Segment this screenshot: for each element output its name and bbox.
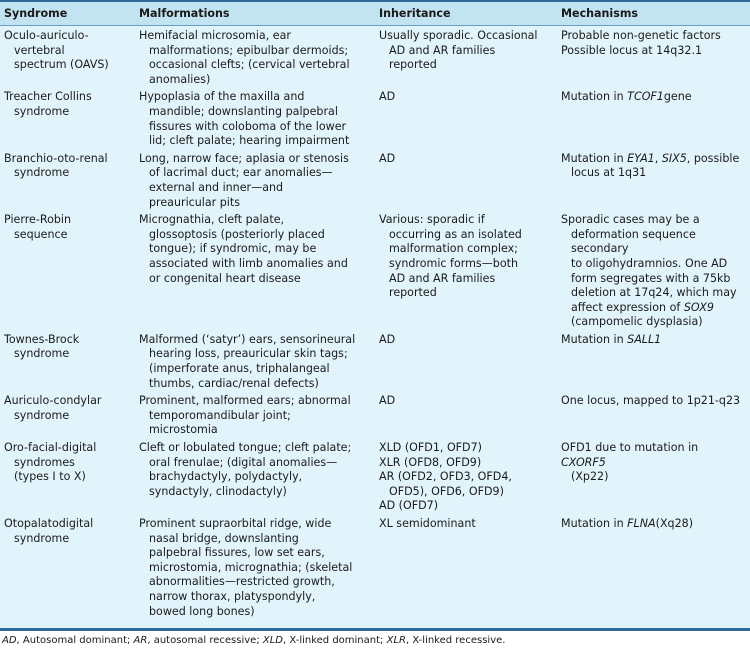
cell-inheritance (375, 152, 557, 213)
cell-inheritance (375, 333, 557, 394)
footnote-definition: , autosomal recessive; (147, 635, 263, 647)
mechanism-text: deletion at 17q24, which may (571, 286, 737, 300)
cell-inheritance (375, 517, 557, 622)
table-row (0, 213, 750, 333)
mechanism-text: form segregates with a 75kb (571, 271, 731, 285)
cell-syndrome-line: Otopalatodigital (4, 517, 94, 530)
cell-inheritance-line: AD (379, 151, 396, 165)
mechanism-text: (Xq28) (655, 517, 694, 530)
cell-malformations-line: palpebral fissures, low set ears, (149, 546, 325, 560)
cell-mechanisms-line (561, 44, 746, 59)
cell-syndrome-line: syndrome (14, 166, 70, 180)
cell-malformations-line: Hypoplasia of the maxilla and (139, 90, 305, 104)
mechanism-text: Sporadic cases may be a (561, 213, 700, 227)
footnote-abbr: AR (133, 635, 148, 647)
footnote-definition: , X-linked dominant; (283, 635, 387, 647)
cell-inheritance (375, 441, 557, 517)
footnote-definition: , Autosomal dominant; (16, 635, 134, 647)
mechanism-text: Mutation in (561, 332, 628, 346)
cell-syndrome-line: syndrome (14, 104, 70, 118)
cell-malformations (135, 26, 375, 91)
cell-inheritance (375, 90, 557, 151)
cell-inheritance-line: AD (379, 332, 396, 346)
cell-mechanisms-line (561, 301, 746, 316)
cell-mechanisms (557, 213, 750, 333)
header-inheritance: Inheritance (375, 1, 557, 26)
cell-inheritance-line: occurring as an isolated (389, 227, 522, 241)
cell-syndrome-line: syndrome (14, 408, 70, 422)
cell-malformations-line: occasional clefts; (cervical vertebral (149, 58, 350, 72)
cell-mechanisms-line (561, 470, 746, 485)
header-malformations: Malformations (135, 1, 375, 26)
mechanism-text: locus at 1q31 (571, 166, 647, 180)
cell-malformations-line: abnormalities—restricted growth, (149, 575, 335, 589)
cell-malformations-line: Cleft or lobulated tongue; cleft palate; (139, 441, 352, 455)
cell-syndrome-line: Branchio-oto-renal (4, 151, 108, 165)
table-row (0, 152, 750, 213)
cell-malformations-line: mandible; downslanting palpebral (149, 104, 338, 118)
table-row (0, 394, 750, 441)
cell-inheritance-line: AD (OFD7) (379, 499, 439, 513)
cell-malformations (135, 441, 375, 517)
cell-syndrome (0, 517, 135, 622)
mechanism-text: OFD1 due to mutation in (561, 441, 699, 455)
header-mechanisms: Mechanisms (557, 1, 750, 26)
cell-mechanisms-line (561, 257, 746, 272)
gene-name: SIX5 (661, 151, 687, 165)
cell-malformations-line: anomalies) (149, 72, 211, 86)
cell-malformations-line: thumbs, cardiac/renal defects) (149, 376, 319, 390)
mechanism-text: (Xp22) (571, 470, 609, 484)
table-row (0, 26, 750, 91)
cell-malformations-line: hearing loss, preauricular skin tags; (149, 347, 348, 361)
cell-mechanisms-line (561, 333, 746, 348)
cell-inheritance-line: AD and AR families (389, 43, 496, 57)
cell-malformations-line: associated with limb anomalies and (149, 256, 348, 270)
cell-inheritance-line: OFD5), OFD6, OFD9) (389, 484, 504, 498)
gene-name: SALL1 (627, 332, 662, 346)
gene-name: EYA1 (627, 151, 655, 165)
mechanism-text: affect expression of (571, 300, 684, 314)
cell-malformations-line: Prominent, malformed ears; abnormal (139, 394, 351, 408)
cell-mechanisms (557, 517, 750, 622)
cell-malformations-line: lid; cleft palate; hearing impairment (149, 134, 350, 148)
cell-mechanisms-line (561, 315, 746, 330)
cell-syndrome-line: (types I to X) (14, 470, 86, 484)
cell-malformations (135, 394, 375, 441)
cell-mechanisms-line (561, 152, 746, 167)
cell-syndrome-line: Oro-facial-digital (4, 441, 97, 455)
cell-syndrome-line: sequence (14, 227, 68, 241)
footnote-abbr: AD (2, 635, 17, 647)
table-body (0, 26, 750, 629)
cell-inheritance-line: AD and AR families (389, 271, 496, 285)
table-header (0, 1, 750, 26)
cell-mechanisms-line (561, 517, 746, 532)
cell-malformations-line: or congenital heart disease (149, 271, 301, 285)
cell-malformations-line: glossoptosis (posteriorly placed (149, 227, 325, 241)
cell-malformations-line: of lacrimal duct; ear anomalies— (149, 166, 333, 180)
cell-malformations (135, 333, 375, 394)
cell-malformations-line: fissures with coloboma of the lower (149, 119, 347, 133)
cell-mechanisms (557, 441, 750, 517)
cell-malformations-line: malformations; epibulbar dermoids; (149, 43, 349, 57)
mechanism-text: Possible locus at 14q32.1 (561, 43, 703, 57)
cell-inheritance-line: AD (379, 90, 396, 104)
header-syndrome: Syndrome (0, 1, 135, 26)
cell-mechanisms-line (561, 29, 746, 44)
gene-name: SOX9 (683, 300, 714, 314)
mechanism-text: (campomelic dysplasia) (571, 315, 703, 329)
cell-malformations-line: (imperforate anus, triphalangeal (149, 362, 330, 376)
cell-inheritance-line: reported (389, 58, 437, 72)
cell-inheritance-line: AR (OFD2, OFD3, OFD4, (379, 470, 512, 484)
cell-syndrome-line: Treacher Collins (4, 90, 92, 104)
table-row (0, 333, 750, 394)
footnote-abbr: XLD (262, 635, 283, 647)
mechanism-text: Mutation in (561, 90, 628, 104)
cell-malformations (135, 213, 375, 333)
cell-inheritance-line: XLR (OFD8, OFD9) (379, 455, 482, 469)
cell-malformations-line: nasal bridge, downslanting (149, 531, 299, 545)
cell-malformations-line: Long, narrow face; aplasia or stenosis (139, 151, 349, 165)
cell-mechanisms (557, 394, 750, 441)
mechanism-text: gene (663, 90, 692, 104)
cell-mechanisms-line (561, 166, 746, 181)
cell-malformations-line: narrow thorax, platyspondyly, (149, 589, 316, 603)
cell-syndrome-line: Townes-Brock (4, 332, 80, 346)
cell-malformations-line: Prominent supraorbital ridge, wide (139, 517, 332, 530)
cell-malformations-line: microstomia, micrognathia; (skeletal (149, 560, 353, 574)
cell-syndrome (0, 213, 135, 333)
cell-inheritance-line: XL semidominant (379, 517, 476, 530)
cell-inheritance-line: Various: sporadic if (379, 213, 485, 227)
cell-syndrome (0, 441, 135, 517)
cell-mechanisms-line (561, 228, 746, 257)
mechanism-text: , possible (686, 151, 740, 165)
cell-malformations-line: Hemifacial microsomia, ear (139, 29, 291, 42)
cell-malformations-line: microstomia (149, 423, 218, 437)
cell-syndrome-line: Auriculo-condylar (4, 394, 102, 408)
cell-mechanisms-line (561, 213, 746, 228)
cell-malformations-line: tongue); if syndromic, may be (149, 242, 317, 256)
cell-inheritance-line: malformation complex; (389, 242, 518, 256)
cell-malformations-line: Malformed (‘satyr’) ears, sensorineural (139, 332, 356, 346)
cell-inheritance-line: AD (379, 394, 396, 408)
cell-malformations-line: syndactyly, clinodactyly) (149, 484, 287, 498)
gene-name: CXORF5 (561, 455, 606, 469)
cell-syndrome-line: Oculo-auriculo- (4, 29, 89, 42)
cell-syndrome-line: vertebral (14, 43, 65, 57)
cell-mechanisms (557, 152, 750, 213)
cell-syndrome (0, 394, 135, 441)
header-row (0, 1, 750, 26)
cell-syndrome-line: Pierre-Robin (4, 213, 72, 227)
gene-name: TCOF1 (627, 90, 664, 104)
cell-syndrome-line: spectrum (OAVS) (14, 58, 109, 72)
cell-malformations-line: brachydactyly, polydactyly, (149, 470, 303, 484)
cell-mechanisms-line (561, 394, 746, 409)
cell-inheritance (375, 394, 557, 441)
cell-inheritance (375, 213, 557, 333)
cell-inheritance-line: XLD (OFD1, OFD7) (379, 441, 482, 455)
cell-mechanisms-line (561, 90, 746, 105)
cell-malformations-line: Micrognathia, cleft palate, (139, 213, 285, 227)
cell-malformations-line: external and inner—and (149, 180, 284, 194)
cell-mechanisms-line (561, 272, 746, 287)
cell-malformations-line: preauricular pits (149, 195, 241, 209)
mechanism-text: One locus, mapped to 1p21-q23 (561, 394, 741, 408)
abbreviations-footnote (0, 631, 750, 650)
cell-inheritance-line: reported (389, 286, 437, 300)
mechanism-text: Mutation in (561, 151, 628, 165)
cell-mechanisms-line (561, 286, 746, 301)
mechanism-text: deformation sequence secondary (571, 227, 696, 256)
cell-syndrome (0, 26, 135, 91)
cell-malformations (135, 90, 375, 151)
cell-malformations-line: bowed long bones) (149, 604, 255, 618)
mechanism-text: Mutation in (561, 517, 628, 530)
cell-malformations (135, 517, 375, 622)
cell-syndrome (0, 152, 135, 213)
cell-inheritance-line: Usually sporadic. Occasional (379, 29, 538, 42)
cell-inheritance (375, 26, 557, 91)
mechanism-text: , (654, 151, 662, 165)
table-row (0, 441, 750, 517)
cell-syndrome-line: syndrome (14, 347, 70, 361)
cell-mechanisms (557, 26, 750, 91)
cell-malformations-line: temporomandibular joint; (149, 408, 291, 422)
cell-syndrome (0, 90, 135, 151)
table-row (0, 90, 750, 151)
cell-inheritance-line: syndromic forms—both (389, 256, 518, 270)
cell-malformations (135, 152, 375, 213)
cell-mechanisms-line (561, 441, 746, 470)
footnote-abbr: XLR (386, 635, 406, 647)
gene-name: FLNA (627, 517, 656, 530)
mechanism-text: Probable non-genetic factors (561, 29, 721, 42)
cell-syndrome-line: syndromes (14, 455, 75, 469)
footnote-definition: , X-linked recessive. (405, 635, 506, 647)
table-row (0, 517, 750, 622)
cell-mechanisms (557, 90, 750, 151)
cell-mechanisms (557, 333, 750, 394)
mechanism-text: to oligohydramnios. One AD (571, 256, 728, 270)
cell-syndrome (0, 333, 135, 394)
cell-malformations-line: oral frenulae; (digital anomalies— (149, 455, 338, 469)
cell-syndrome-line: syndrome (14, 531, 70, 545)
